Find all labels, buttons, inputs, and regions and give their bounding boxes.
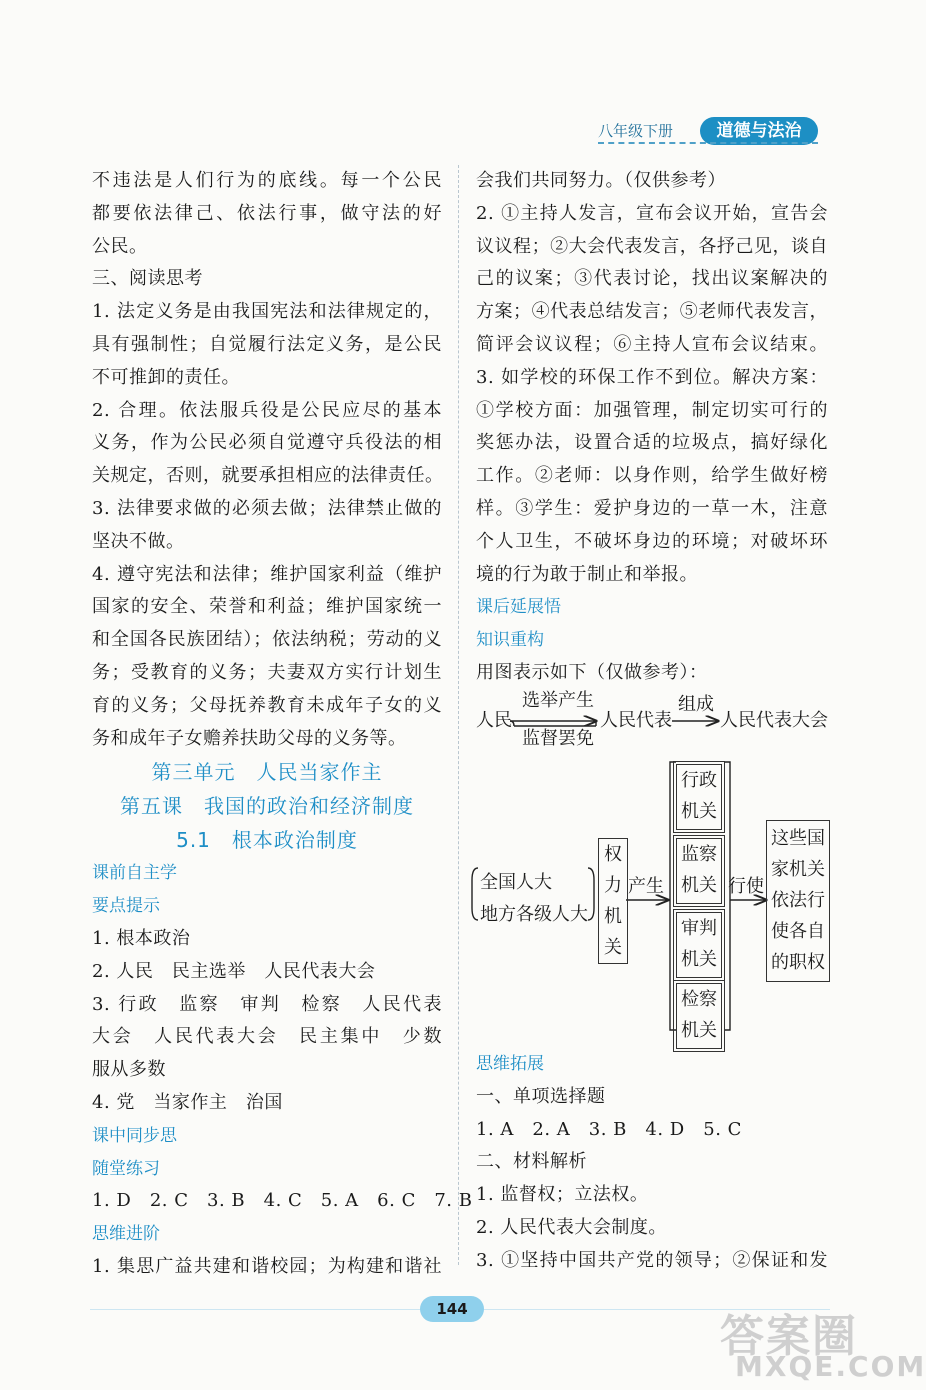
subsection-heading: 课后延展悟	[476, 597, 561, 618]
text-line: 具有强制性；自觉履行法定义务，是公民	[92, 333, 442, 355]
unit-title: 第三单元 人民当家作主	[151, 760, 383, 785]
right-column-lower	[476, 1048, 828, 1278]
text-line: 2. ①主持人发言，宣布会议开始，宣告会	[476, 202, 828, 224]
elect-label: 选举产生	[522, 690, 594, 711]
power-char: 权	[604, 844, 622, 865]
text-line: 3. 行政 监察 审判 检察 人民代表	[92, 993, 442, 1015]
column-divider	[458, 165, 459, 1265]
result-line: 这些国	[771, 828, 825, 849]
result-line: 家机关	[771, 859, 825, 880]
section-heading: 一、单项选择题	[476, 1085, 606, 1107]
supervision-organ-box	[676, 838, 722, 904]
text-line: 都要依法律己、依法行事，做守法的好	[92, 202, 442, 224]
result-line: 使各自	[771, 921, 825, 942]
header-subject-badge: 道德与法治	[700, 117, 818, 145]
admin-organ-line: 机关	[681, 801, 717, 822]
text-line: 工作。②老师：以身作则，给学生做好榜	[476, 465, 828, 487]
lesson-title: 第五课 我国的政治和经济制度	[120, 794, 414, 819]
text-line: 己的议案；③代表讨论，找出议案解决的	[476, 268, 828, 290]
text-line: 不违法是人们行为的底线。每一个公民	[92, 170, 442, 191]
power-char: 力	[604, 875, 622, 896]
text-line: 公民。	[92, 235, 148, 257]
right-column	[476, 165, 828, 690]
section-heading: 二、材料解析	[476, 1151, 587, 1173]
result-box	[766, 820, 830, 982]
text-line: 2. 合理。依法服兵役是公民应尽的基本	[92, 399, 442, 421]
political-system-diagram	[470, 690, 840, 1050]
header-dashed-line	[598, 142, 818, 144]
text-line: 坚决不做。	[92, 530, 185, 552]
text-line: 关规定，否则，就要承担相应的法律责任。	[92, 465, 444, 487]
text-line: 方案；④代表总结发言；⑤老师代表发言，	[476, 301, 828, 323]
subsection-heading: 随堂练习	[92, 1158, 160, 1179]
supervision-organ-line: 监察	[681, 844, 717, 865]
text-line: 4. 党 当家作主 治国	[92, 1091, 283, 1113]
text-line: 2. 人民 民主选举 人民代表大会	[92, 960, 376, 982]
text-line: 议议程；②大会代表发言，各抒己见，谈自	[476, 235, 828, 257]
power-char: 机	[604, 906, 622, 927]
text-line: 个人卫生，不破坏身边的环境；对破坏环	[476, 530, 828, 552]
exercise-label: 行使	[728, 876, 764, 897]
procuratorial-organ-box	[676, 983, 722, 1049]
text-line: 3. 如学校的环保工作不到位。解决方案：	[476, 366, 828, 388]
admin-organ-box	[676, 764, 722, 830]
header-grade: 八年级下册	[598, 122, 674, 140]
judicial-organ-line: 机关	[681, 949, 717, 970]
text-line: 务和成年子女赡养扶助父母的义务等。	[92, 727, 407, 749]
local-congress-label: 地方各级人大	[480, 904, 588, 925]
text-line: 不可推卸的责任。	[92, 366, 240, 388]
text-line: 奖惩办法，设置合适的垃圾点，搞好绿化	[476, 432, 828, 454]
npc-label: 全国人大	[480, 872, 552, 893]
supervise-label: 监督罢免	[522, 728, 594, 749]
people-label: 人民	[476, 710, 512, 731]
text-line: 用图表示如下（仅做参考）：	[476, 661, 708, 683]
congress-label: 人民代表大会	[720, 710, 828, 731]
subsection-heading: 知识重构	[476, 630, 544, 651]
subsection-heading: 课前自主学	[92, 863, 177, 884]
procuratorial-organ-line: 检察	[681, 989, 717, 1010]
text-line: 义务，作为公民必须自觉遵守兵役法的相	[92, 432, 442, 454]
text-line: 和全国各民族团结）；依法纳税；劳动的义	[92, 629, 442, 651]
subsection-heading: 思维进阶	[92, 1224, 160, 1245]
text-line: ①学校方面：加强管理，制定切实可行的	[476, 399, 828, 421]
result-line: 的职权	[771, 952, 825, 973]
answer-line: 1. D 2. C 3. B 4. C 5. A 6. C 7. B	[92, 1190, 473, 1212]
watermark-logo: 答案圈	[720, 1311, 858, 1362]
text-line: 会我们共同努力。（仅供参考）	[476, 170, 726, 191]
text-line: 3. ①坚持中国共产党的领导；②保证和发	[476, 1249, 828, 1271]
left-column	[92, 165, 473, 1284]
reps-label: 人民代表	[600, 710, 672, 731]
procuratorial-organ-line: 机关	[681, 1020, 717, 1041]
power-organ-box	[598, 838, 628, 964]
text-line: 务；受教育的义务；夫妻双方实行计划生	[92, 661, 442, 683]
compose-label: 组成	[678, 694, 714, 715]
text-line: 1. 集思广益共建和谐校园；为构建和谐社	[92, 1255, 442, 1277]
judicial-organ-line: 审判	[681, 918, 717, 939]
section-title: 5.1 根本政治制度	[176, 828, 358, 853]
subsection-heading: 思维拓展	[476, 1054, 544, 1074]
watermark-url: MXQE.COM	[735, 1350, 926, 1383]
text-line: 境的行为敢于制止和举报。	[476, 563, 698, 585]
page-number: 144	[420, 1296, 484, 1322]
text-line: 国家的安全、荣誉和利益；维护国家统一	[92, 596, 442, 618]
text-line: 3. 法律要求做的必须去做；法律禁止做的	[92, 497, 442, 519]
produce-label: 产生	[628, 876, 664, 897]
text-line: 4. 遵守宪法和法律；维护国家利益（维护	[92, 563, 442, 585]
text-line: 简评会议议程；⑥主持人宣布会议结束。	[476, 333, 828, 355]
result-line: 依法行	[771, 890, 825, 911]
text-line: 样。③学生：爱护身边的一草一木，注意	[476, 497, 828, 519]
text-line: 1. 法定义务是由我国宪法和法律规定的，	[92, 301, 442, 323]
judicial-organ-box	[676, 912, 722, 978]
text-line: 大会 人民代表大会 民主集中 少数	[92, 1026, 442, 1048]
text-line: 育的义务；父母抚养教育未成年子女的义	[92, 694, 442, 716]
text-line: 1. 根本政治	[92, 927, 191, 949]
admin-organ-line: 行政	[681, 770, 717, 791]
text-line: 服从多数	[92, 1059, 166, 1081]
subsection-heading: 要点提示	[92, 896, 160, 917]
text-line: 1. 监督权；立法权。	[476, 1184, 649, 1206]
subsection-heading: 课中同步思	[92, 1125, 177, 1146]
supervision-organ-line: 机关	[681, 875, 717, 896]
text-line: 2. 人民代表大会制度。	[476, 1216, 667, 1238]
answer-line: 1. A 2. A 3. B 4. D 5. C	[476, 1118, 742, 1140]
section-heading: 三、阅读思考	[92, 268, 203, 290]
power-char: 关	[604, 937, 622, 958]
